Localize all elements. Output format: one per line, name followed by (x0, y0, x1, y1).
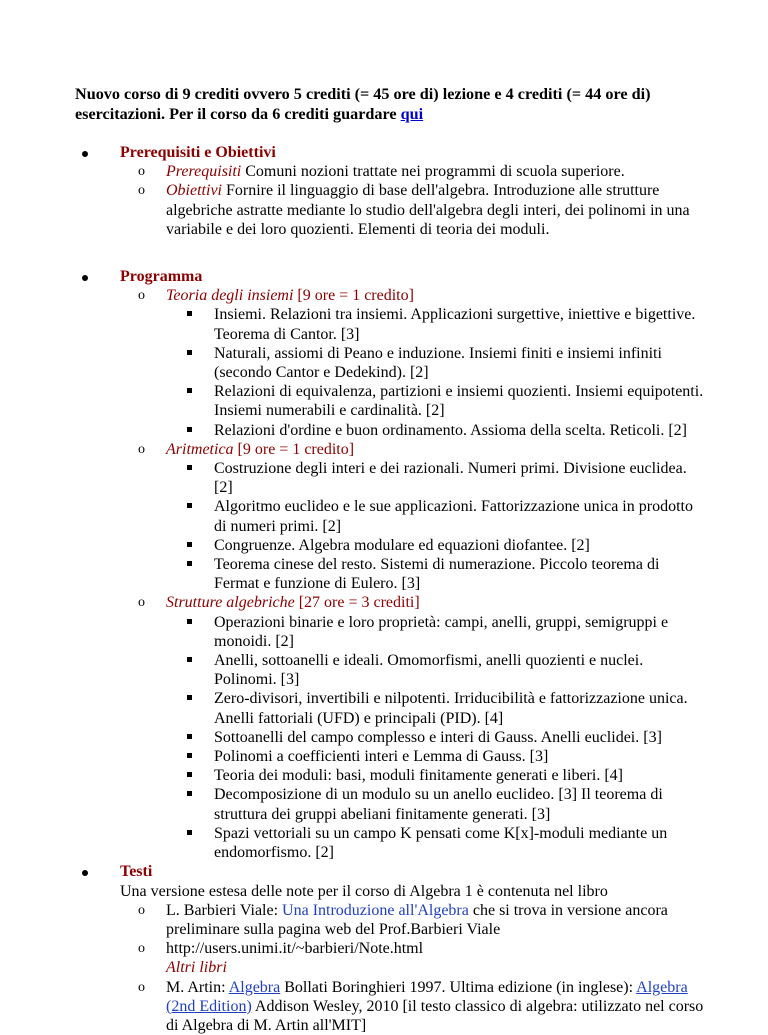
bullet-circle: o (138, 979, 145, 995)
list-item: Teorema cinese del resto. Sistemi di numerazione. Piccolo teorema di Fermat e funzione di Eulero. [3] (0, 555, 768, 593)
bullet-square (187, 753, 192, 758)
list-item: o M. Artin: Algebra Bollati Boringhieri 1997. Ultima edizione (in inglese): Algebra (2nd Edition) Addison Wesley, 2010 [il testo classico di algebra: utilizzato nel corso di Algebra di M. Artin all'MIT] (138, 978, 704, 1034)
list-item: Costruzione degli interi e dei razionali. Numeri primi. Divisione euclidea. [2] (0, 459, 768, 497)
section-title: Programma (120, 268, 203, 285)
bullet-circle: o (138, 183, 145, 199)
bullet-circle: o (138, 164, 145, 180)
list-item: Relazioni di equivalenza, partizioni e insiemi quozienti. Insiemi equipotenti. Insiemi numerabili e cardinalità. [2] (0, 382, 768, 420)
list-item: Relazioni d'ordine e buon ordinamento. Assioma della scelta. Reticoli. [2] (0, 421, 768, 440)
list-item: Teoria dei moduli: basi, moduli finitamente generati e liberi. [4] (0, 766, 768, 785)
bullet-circle: o (138, 288, 145, 304)
list-item: o Prerequisiti Comuni nozioni trattate nei programmi di scuola superiore. (138, 163, 625, 181)
section-title: Testi (120, 863, 153, 881)
bullet-square (187, 427, 192, 432)
bullet-square (187, 619, 192, 624)
list-item: Sottoanelli del campo complesso e interi di Gauss. Anelli euclidei. [3] (0, 728, 768, 747)
bullet-circle: o (138, 902, 145, 918)
bullet-square (187, 734, 192, 739)
list-item: Congruenze. Algebra modulare ed equazioni diofantee. [2] (0, 536, 768, 555)
list-item: o Obiettivi Fornire il linguaggio di base dell'algebra. Introduzione alle strutture algebriche astratte mediante lo studio dell'algebra degli interi, dei polinomi in una variabile e dei loro quozienti. Elementi di teoria dei moduli. (138, 182, 690, 238)
bullet-square (187, 350, 192, 355)
list-item: Naturali, assiomi di Peano e induzione. Insiemi finiti e insiemi infiniti (secondo Cantor e Dedekind). [2] (0, 344, 768, 382)
section-prerequisiti (0, 143, 768, 239)
bullet-square (187, 388, 192, 393)
bullet-square (187, 311, 192, 316)
bullet-circle: o (138, 941, 145, 957)
testi-intro: Una versione estesa delle note per il corso di Algebra 1 è contenuta nel libro (120, 882, 608, 900)
page-heading: Nuovo corso di 9 crediti ovvero 5 crediti (= 45 ore di) lezione e 4 crediti (= 44 ore di) esercitazioni. Per il corso da 6 crediti guardare qui (75, 85, 651, 123)
section-programma (0, 267, 768, 1035)
list-item: Operazioni binarie e loro proprietà: campi, anelli, gruppi, semigruppi e monoidi. [2] (0, 613, 768, 651)
list-item: Anelli, sottoanelli e ideali. Omomorfismi, anelli quozienti e nuclei. Polinomi. [3] (0, 651, 768, 689)
qui-link[interactable]: qui (400, 105, 424, 123)
algebra-link[interactable]: Algebra (228, 978, 281, 996)
list-item: Spazi vettoriali su un campo K pensati come K[x]-moduli mediante un endomorfismo. [2] (0, 824, 768, 862)
bullet-circle: o (138, 441, 145, 457)
list-item: Algoritmo euclideo e le sue applicazioni. Fattorizzazione unica in prodotto di numeri primi. [2] (0, 497, 768, 535)
list-item: Insiemi. Relazioni tra insiemi. Applicazioni surgettive, iniettive e bigettive. Teorema di Cantor. [3] (0, 305, 768, 343)
bullet-square (187, 503, 192, 508)
topic-teoria-insiemi: o Teoria degli insiemi [9 ore = 1 credito] Insiemi. Relazioni tra insiemi. Applicazioni surgettive, iniettive e bigettive. Teorema di Cantor. [3] Naturali, assiomi di Peano e induzione. Insiemi finiti e insiemi infiniti (secondo Cantor e Dedekind). [2] Relazioni di equivalenza, partizioni e insiemi quozienti. Insiemi equipotenti. Insiemi numerabili e cardinalità. [2] Relazioni d'ordine e buon ordinamento. Assioma della scelta. Reticoli. [2] (0, 286, 768, 440)
section-title: Prerequisiti e Obiettivi (120, 144, 276, 161)
introduzione-algebra-link[interactable]: Una Introduzione all'Algebra (282, 901, 469, 919)
topic-aritmetica: o Aritmetica [9 ore = 1 credito] Costruzione degli interi e dei razionali. Numeri primi. Divisione euclidea. [2] Algoritmo euclideo e le sue applicazioni. Fattorizzazione unica in prodotto di numeri primi. [2] Congruenze. Algebra modulare ed equazioni diofantee. [2] Teorema cinese del resto. Sistemi di numerazione. Piccolo teorema di Fermat e funzione di Eulero. [3] (0, 440, 768, 594)
altri-libri-label: Altri libri (166, 959, 227, 977)
bullet-disc (82, 275, 88, 281)
bullet-disc (82, 151, 88, 157)
list-item: Polinomi a coefficienti interi e Lemma di Gauss. [3] (0, 747, 768, 766)
list-item: o L. Barbieri Viale: Una Introduzione all'Algebra che si trova in versione ancora preliminare sulla pagina web del Prof.Barbieri Viale (138, 901, 668, 938)
bullet-square (187, 561, 192, 566)
topic-strutture-algebriche: o Strutture algebriche [27 ore = 3 crediti] Operazioni binarie e loro proprietà: campi, anelli, gruppi, semigruppi e monoidi. [2] Anelli, sottoanelli e ideali. Omomorfismi, anelli quozienti e nuclei. Polinomi. [3] Zero-divisori, invertibili e nilpotenti. Irriducibilità e fattorizzazione unica. Anelli fattoriali (UFD) e principali (PID). [4] Sottoanelli del campo complesso e interi di Gauss. Anelli euclidei. [3] Polinomi a coefficienti interi e Lemma di Gauss. [3] Teoria dei moduli: basi, moduli finitamente generati e liberi. [4] Decomposizione di un modulo su un anello euclideo. [3] Il teorema di struttura dei gruppi abeliani finitamente generati. [3] Spazi vettoriali su un campo K pensati come K[x]-moduli mediante un endomorfismo. [2] (0, 593, 768, 862)
bullet-square (187, 772, 192, 777)
list-item: Zero-divisori, invertibili e nilpotenti. Irriducibilità e fattorizzazione unica. Anelli fattoriali (UFD) e principali (PID). [4] (0, 689, 768, 727)
bullet-square (187, 695, 192, 700)
list-item: Decomposizione di un modulo su un anello euclideo. [3] Il teorema di struttura dei gruppi abeliani finitamente generati. [3] (0, 785, 768, 823)
bullet-square (187, 465, 192, 470)
bullet-square (187, 830, 192, 835)
algebra-2nd-edition-link[interactable]: Algebra (2nd Edition) (166, 978, 688, 1015)
list-item: o http://users.unimi.it/~barbieri/Note.html (138, 940, 424, 958)
bullet-square (187, 542, 192, 547)
section-testi (0, 862, 768, 881)
bullet-square (187, 657, 192, 662)
bullet-square (187, 791, 192, 796)
bullet-disc (82, 870, 88, 876)
bullet-circle: o (138, 595, 145, 611)
